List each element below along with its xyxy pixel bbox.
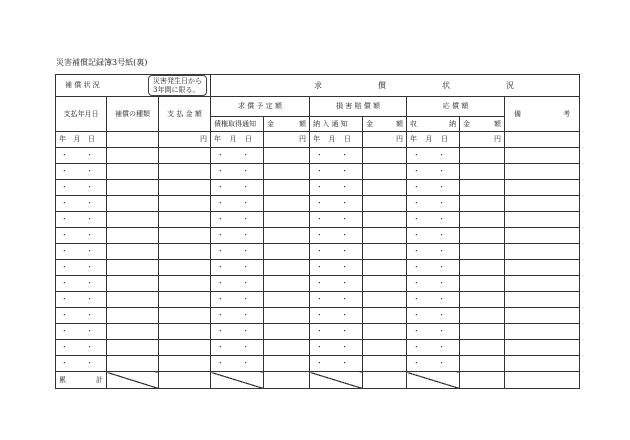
cumulative-total-label: 累 計 [56, 372, 107, 389]
ledger-entry-cell [159, 308, 211, 324]
ledger-entry-row [56, 148, 580, 164]
date-separator-cell: ・ ・ [407, 228, 460, 244]
ledger-entry-cell [460, 164, 505, 180]
ledger-entry-cell [460, 244, 505, 260]
ledger-entry-cell [107, 292, 159, 308]
date-separator-cell: ・ ・ [310, 164, 363, 180]
response-amount-cell: 円 [460, 132, 505, 148]
date-separator-cell: ・ ・ [310, 308, 363, 324]
total-response-amount-cell [460, 372, 505, 389]
ledger-entry-cell [460, 260, 505, 276]
ledger-entry-cell [107, 356, 159, 372]
ledger-entry-row [56, 292, 580, 308]
date-separator-cell: ・ ・ [211, 356, 264, 372]
ledger-entry-cell [505, 148, 580, 164]
date-separator-cell: ・ ・ [211, 308, 264, 324]
compensation-status-header [56, 75, 211, 97]
ledger-entry-row [56, 308, 580, 324]
date-separator-cell: ・ ・ [407, 180, 460, 196]
date-separator-cell: ・ ・ [407, 356, 460, 372]
ledger-entry-cell [264, 228, 310, 244]
ledger-entry-cell [460, 324, 505, 340]
date-separator-cell: ・ ・ [56, 324, 107, 340]
ledger-entry-cell [363, 276, 407, 292]
date-separator-cell: ・ ・ [407, 308, 460, 324]
damages-amount-cell: 円 [363, 132, 407, 148]
ledger-entry-cell [363, 196, 407, 212]
ledger-entry-cell [363, 308, 407, 324]
ledger-entry-cell [264, 164, 310, 180]
ledger-entry-cell [159, 148, 211, 164]
response-claim-header: 応 償 額 [407, 97, 505, 117]
claim-right-notice-header: 債権取得通知 [211, 117, 264, 132]
ledger-entry-cell [363, 228, 407, 244]
ledger-entry-cell [107, 260, 159, 276]
ledger-entry-cell [107, 180, 159, 196]
ledger-entry-cell [159, 324, 211, 340]
ledger-entry-cell [460, 212, 505, 228]
ledger-entry-cell [107, 324, 159, 340]
ledger-entry-cell [264, 260, 310, 276]
ledger-entry-cell [159, 276, 211, 292]
ledger-entry-cell [460, 340, 505, 356]
date-separator-cell: ・ ・ [56, 180, 107, 196]
ledger-entry-row [56, 324, 580, 340]
date-separator-cell: ・ ・ [211, 148, 264, 164]
total-payment-notice-cell [310, 372, 363, 389]
ledger-entry-cell [363, 244, 407, 260]
date-separator-cell: ・ ・ [310, 324, 363, 340]
compensation-type-cell [107, 132, 159, 148]
ledger-entry-cell [363, 292, 407, 308]
payment-date-header: 支払年月日 [56, 97, 107, 132]
collection-date-cell: 年 月 日 [407, 132, 460, 148]
ledger-entry-cell [505, 164, 580, 180]
ledger-entry-cell [264, 308, 310, 324]
date-separator-cell: ・ ・ [407, 148, 460, 164]
ledger-entry-cell [505, 276, 580, 292]
ledger-entry-cell [159, 196, 211, 212]
date-separator-cell: ・ ・ [211, 244, 264, 260]
claim-status-header: 求 償 状 況 [211, 75, 580, 97]
compensation-period-note: 災害発生日から 3年間に限る。 [148, 75, 207, 95]
ledger-entry-cell [505, 196, 580, 212]
planned-amount-cell: 円 [264, 132, 310, 148]
ledger-entry-cell [505, 180, 580, 196]
date-separator-cell: ・ ・ [407, 164, 460, 180]
date-separator-cell: ・ ・ [310, 292, 363, 308]
ledger-entry-row [56, 260, 580, 276]
total-remarks-cell [505, 372, 580, 389]
ledger-entry-row [56, 276, 580, 292]
date-separator-cell: ・ ・ [56, 292, 107, 308]
ledger-entry-row [56, 180, 580, 196]
date-separator-cell: ・ ・ [56, 196, 107, 212]
ledger-entry-cell [505, 260, 580, 276]
ledger-entry-row [56, 244, 580, 260]
ledger-entry-cell [460, 148, 505, 164]
ledger-entry-cell [363, 356, 407, 372]
date-separator-cell: ・ ・ [407, 292, 460, 308]
date-separator-cell: ・ ・ [310, 356, 363, 372]
ledger-entry-cell [264, 180, 310, 196]
date-separator-cell: ・ ・ [407, 212, 460, 228]
date-separator-cell: ・ ・ [56, 356, 107, 372]
date-separator-cell: ・ ・ [407, 260, 460, 276]
ledger-entry-cell [363, 260, 407, 276]
date-separator-cell: ・ ・ [310, 180, 363, 196]
payment-notice-date-cell: 年 月 日 [310, 132, 363, 148]
payment-notice-header: 納 入 通 知 [310, 117, 363, 132]
response-amount-header: 金 額 [460, 117, 505, 132]
ledger-entry-cell [363, 180, 407, 196]
date-separator-cell: ・ ・ [211, 276, 264, 292]
ledger-entry-cell [159, 292, 211, 308]
ledger-entry-cell [505, 228, 580, 244]
ledger-entry-cell [460, 276, 505, 292]
ledger-entry-cell [460, 356, 505, 372]
ledger-entry-cell [363, 148, 407, 164]
date-separator-cell: ・ ・ [56, 260, 107, 276]
date-separator-cell: ・ ・ [211, 228, 264, 244]
ledger-entry-cell [264, 340, 310, 356]
ledger-entry-cell [264, 244, 310, 260]
date-separator-cell: ・ ・ [211, 340, 264, 356]
date-separator-cell: ・ ・ [56, 276, 107, 292]
date-separator-cell: ・ ・ [56, 148, 107, 164]
ledger-entry-cell [363, 340, 407, 356]
damages-amount-header: 金 額 [363, 117, 407, 132]
ledger-entry-cell [159, 164, 211, 180]
ledger-entry-cell [460, 196, 505, 212]
date-separator-cell: ・ ・ [310, 148, 363, 164]
compensation-type-header: 補償の種類 [107, 97, 159, 132]
date-separator-cell: ・ ・ [211, 196, 264, 212]
planned-claim-header: 求 償 予 定 額 [211, 97, 310, 117]
claim-notice-date-cell: 年 月 日 [211, 132, 264, 148]
ledger-entry-cell [363, 164, 407, 180]
date-separator-cell: ・ ・ [211, 212, 264, 228]
ledger-entry-cell [264, 212, 310, 228]
ledger-entry-cell [159, 260, 211, 276]
ledger-entry-cell [107, 244, 159, 260]
ledger-entry-cell [460, 180, 505, 196]
remarks-header: 備 考 [505, 97, 580, 132]
ledger-entry-cell [264, 292, 310, 308]
ledger-entry-cell [460, 228, 505, 244]
total-payment-amount-cell [159, 372, 211, 389]
ledger-entry-cell [107, 228, 159, 244]
date-separator-cell: ・ ・ [310, 212, 363, 228]
ledger-entry-cell [460, 308, 505, 324]
ledger-entry-cell [505, 308, 580, 324]
planned-amount-header: 金 額 [264, 117, 310, 132]
date-separator-cell: ・ ・ [211, 292, 264, 308]
ledger-entry-cell [460, 292, 505, 308]
ledger-entry-cell [159, 212, 211, 228]
payment-date-cell: 年 月 日 [56, 132, 107, 148]
payment-amount-cell: 円 [159, 132, 211, 148]
ledger-entry-cell [159, 228, 211, 244]
compensation-status-label: 補 償 状 況 [65, 81, 100, 89]
ledger-entry-cell [264, 148, 310, 164]
ledger-entry-cell [159, 340, 211, 356]
ledger-entry-cell [363, 212, 407, 228]
units-row [56, 132, 580, 148]
date-separator-cell: ・ ・ [310, 196, 363, 212]
ledger-entry-cell [264, 196, 310, 212]
ledger-entry-cell [107, 164, 159, 180]
ledger-entry-cell [264, 324, 310, 340]
compensation-ledger-table [55, 74, 580, 389]
document-title: 災害補償記録簿3号紙(裏) [56, 58, 148, 67]
total-compensation-type-cell [107, 372, 159, 389]
date-separator-cell: ・ ・ [407, 324, 460, 340]
ledger-entry-row [56, 340, 580, 356]
damages-header: 損 害 賠 償 額 [310, 97, 407, 117]
ledger-entry-cell [159, 244, 211, 260]
total-collection-cell [407, 372, 460, 389]
ledger-entry-cell [107, 340, 159, 356]
ledger-entry-row [56, 164, 580, 180]
date-separator-cell: ・ ・ [56, 164, 107, 180]
date-separator-cell: ・ ・ [310, 276, 363, 292]
date-separator-cell: ・ ・ [310, 244, 363, 260]
ledger-entry-cell [264, 276, 310, 292]
ledger-entry-cell [159, 356, 211, 372]
ledger-entry-row [56, 228, 580, 244]
date-separator-cell: ・ ・ [407, 244, 460, 260]
date-separator-cell: ・ ・ [310, 228, 363, 244]
ledger-entry-cell [107, 196, 159, 212]
date-separator-cell: ・ ・ [407, 340, 460, 356]
payment-amount-header: 支 払 金 額 [159, 97, 211, 132]
date-separator-cell: ・ ・ [56, 244, 107, 260]
ledger-entry-cell [505, 244, 580, 260]
ledger-entry-cell [505, 292, 580, 308]
cumulative-total-row [56, 372, 580, 389]
ledger-entry-row [56, 212, 580, 228]
total-damages-amount-cell [363, 372, 407, 389]
ledger-entry-cell [107, 276, 159, 292]
ledger-entry-cell [264, 356, 310, 372]
ledger-entry-cell [505, 212, 580, 228]
total-planned-amount-cell [264, 372, 310, 389]
date-separator-cell: ・ ・ [407, 196, 460, 212]
ledger-entry-row [56, 196, 580, 212]
date-separator-cell: ・ ・ [56, 212, 107, 228]
date-separator-cell: ・ ・ [310, 340, 363, 356]
ledger-entry-cell [363, 324, 407, 340]
ledger-entry-cell [505, 324, 580, 340]
remarks-cell [505, 132, 580, 148]
date-separator-cell: ・ ・ [56, 340, 107, 356]
date-separator-cell: ・ ・ [211, 164, 264, 180]
date-separator-cell: ・ ・ [56, 308, 107, 324]
ledger-entry-cell [107, 308, 159, 324]
date-separator-cell: ・ ・ [407, 276, 460, 292]
ledger-entry-cell [159, 180, 211, 196]
ledger-entry-cell [505, 340, 580, 356]
ledger-entry-cell [107, 148, 159, 164]
date-separator-cell: ・ ・ [310, 260, 363, 276]
collection-header: 収 納 [407, 117, 460, 132]
date-separator-cell: ・ ・ [211, 260, 264, 276]
ledger-entry-cell [107, 212, 159, 228]
date-separator-cell: ・ ・ [211, 180, 264, 196]
date-separator-cell: ・ ・ [211, 324, 264, 340]
date-separator-cell: ・ ・ [56, 228, 107, 244]
total-claim-notice-cell [211, 372, 264, 389]
ledger-entry-cell [505, 356, 580, 372]
ledger-entry-row [56, 356, 580, 372]
